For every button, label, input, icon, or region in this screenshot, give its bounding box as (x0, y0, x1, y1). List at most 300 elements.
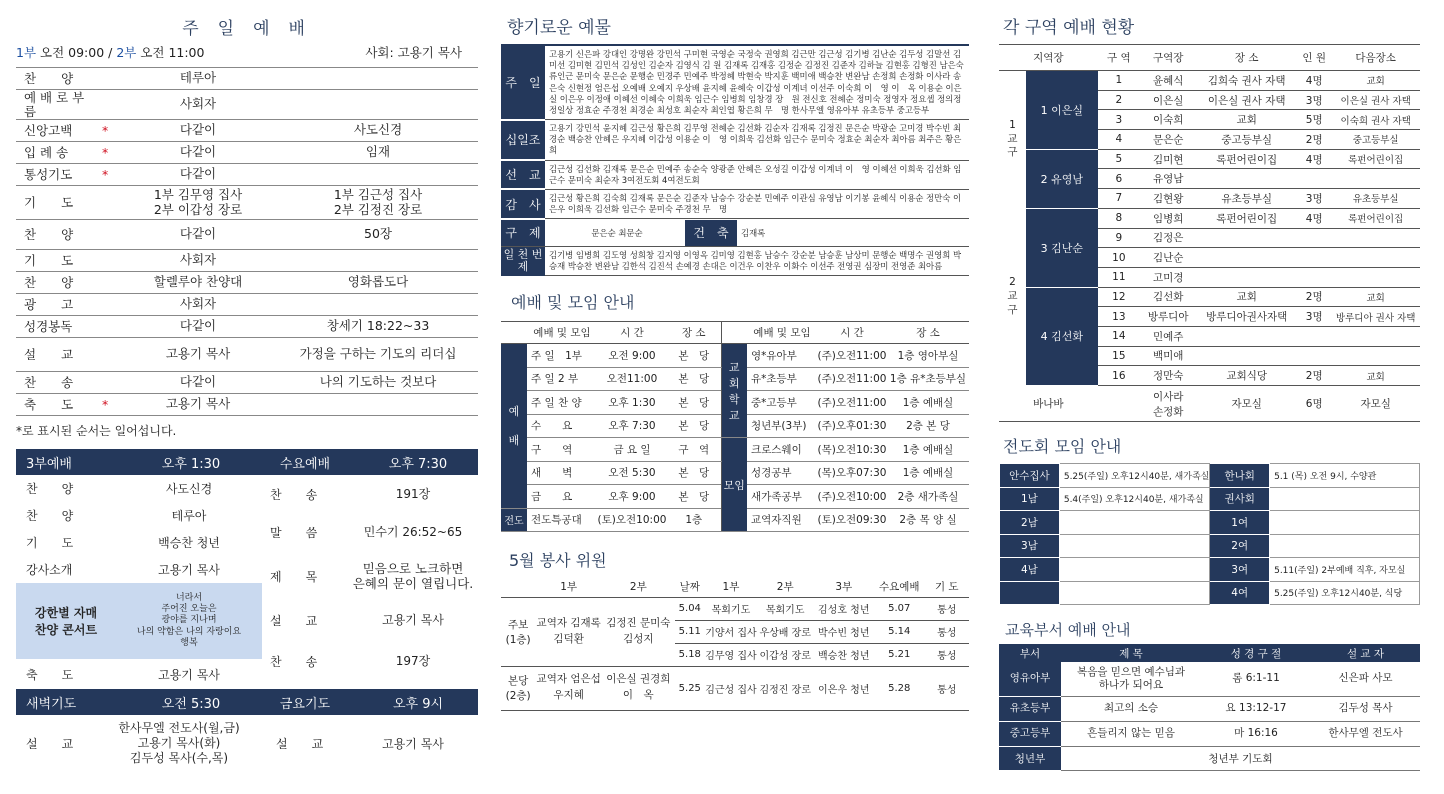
schedule-cell: 1층 (667, 508, 721, 532)
service-cell: 목회기도 (757, 597, 814, 620)
schedule-cell: 크로스웨이 (747, 438, 817, 462)
order-detail: 50장 (364, 226, 392, 242)
offering-names: 김근성 황은희 김숙희 김재록 문은순 김준자 남승수 강순분 민예주 이관심 유영남 이기봉 윤혜식 이용순 정만숙 이은우 이희욱 김선화 임근수 문미숙 주경천 무 명 (545, 189, 969, 218)
friday-sermon-label: 설 교 (276, 736, 324, 751)
district-cell (1297, 267, 1331, 287)
service-cell: 통성 (925, 643, 969, 666)
district-cell: 김정은 (1140, 228, 1196, 248)
order-label: 입 례 송 (24, 144, 69, 160)
education-cell: 최고의 소승 (1061, 696, 1201, 721)
third-row-value: 고용기 목사 (158, 563, 220, 577)
mission-group: 4여 (1210, 581, 1270, 605)
district-cell (1331, 169, 1420, 189)
mission-schedule (1059, 511, 1210, 535)
mission-grid (999, 463, 1420, 605)
order-label: 신앙고백 (24, 122, 73, 138)
district-cell: 김희숙 권사 자택 (1196, 71, 1297, 91)
schedule-cell: 1층 예배실 (887, 391, 969, 415)
mission-table (999, 463, 1420, 605)
service-location: 본당 (2층) (501, 666, 535, 710)
service-cell: 5.28 (874, 666, 924, 710)
concert-box (16, 583, 262, 659)
service-row (501, 597, 969, 620)
education-row (999, 721, 1420, 746)
district-cell: 3 (1098, 110, 1140, 130)
offering-row (501, 189, 969, 218)
district-title: 각 구역 예배 현황 (1003, 18, 1135, 38)
offering-names: 김기병 임병희 김도영 성희창 김지영 이영옥 김미영 김현홍 남승수 강순분 남승훈 남상미 문행순 백명수 권영희 박승재 박승찬 변완남 김한석 김진석 손예경 손대은 이건우 이찬우 이화수 이선주 전영권 심장미 전영준 최아름 (545, 246, 969, 275)
district-header (999, 45, 1420, 71)
third-row (16, 556, 262, 583)
district-cell: 교회 (1331, 71, 1420, 91)
district-cell: 방루디아 권사 자택 (1331, 307, 1420, 327)
mission-schedule: 5.25(주일) 오후12시40분, 식당 (1270, 581, 1420, 605)
schedule-col-header: 장 소 (667, 322, 721, 344)
mission-schedule (1059, 558, 1210, 582)
third-row-value: 사도신경 (165, 482, 213, 496)
standing-mark: * (102, 123, 109, 138)
third-row-label: 기 도 (26, 536, 74, 550)
service-cell: 5.04 (675, 597, 705, 620)
offering-type: 선 교 (501, 160, 545, 189)
district-cell (1297, 346, 1331, 366)
service-col-header: 3부 (813, 577, 874, 597)
district-cell: 김미현 (1140, 149, 1196, 169)
mission-schedule: 5.25(주일) 오후12시40분, 새가족실 (1059, 464, 1210, 488)
schedule-cell: 전도특공대 (527, 508, 597, 532)
schedule-row (501, 344, 969, 368)
district-cell: 이은실 (1140, 90, 1196, 110)
schedule-cell: 오후 9:00 (597, 485, 667, 509)
schedule-row (501, 438, 969, 462)
service-cell: 김정진 장로 (757, 666, 814, 710)
district-cell: 교회 (1331, 366, 1420, 386)
order-row (16, 120, 478, 142)
schedule-cell: 구 역 (527, 438, 597, 462)
barnabas-label: 바나바 (999, 386, 1098, 422)
dawn-preachers: 한사무엘 전도사(월,금) 고용기 목사(화) 김두성 목사(수,목) (118, 720, 240, 765)
mission-group: 3여 (1210, 558, 1270, 582)
offering-names: 고용기 강민석 윤지혜 김근성 황은희 김무영 전혜순 김선화 김순자 김재록 김정진 문은순 박광순 고미경 박수빈 최경순 백승찬 안혜은 우지혜 이갑성 이용순 이 영 이희욱 김선화 임근수 문미숙 정효순 최순자 최아름 최주은 황은희 (545, 120, 969, 161)
mission-group: 3남 (1000, 534, 1060, 558)
order-label: 찬 양 (24, 274, 74, 290)
district-cell: 11 (1098, 267, 1140, 287)
concert-songs: 너라서 주어진 오늘은 광야를 지나며 나의 약함은 나의 자랑이요 행복 (136, 592, 242, 648)
mission-group: 2남 (1000, 511, 1060, 535)
service-second: 김정진 문미숙 김성지 (602, 597, 675, 666)
third-row-value: 백승찬 청년 (158, 536, 220, 550)
schedule-cell: 청년부(3부) (747, 414, 817, 438)
offering-row (501, 246, 969, 275)
third-header (16, 449, 478, 475)
time-part2: 2부 (116, 45, 137, 60)
host-label: 사회: 고용기 목사 (365, 45, 462, 60)
district-col-header: 구역장 (1140, 45, 1196, 71)
schedule-col-header: 시 간 (597, 322, 667, 344)
order-label: 찬 송 (24, 374, 74, 390)
schedule-cell: 금 요 (527, 485, 597, 509)
order-leader: 고용기 목사 (165, 346, 231, 362)
district-cell: 윤혜식 (1140, 71, 1196, 91)
schedule-col-header: 시 간 (817, 322, 887, 344)
mission-title: 전도회 모임 안내 (1003, 437, 1122, 456)
schedule-col-header (721, 322, 747, 344)
order-row (16, 294, 478, 316)
district-row (999, 386, 1420, 422)
education-col-header: 제 목 (1061, 644, 1201, 662)
district-cell: 록펀어린이집 (1331, 149, 1420, 169)
district-cell: 중고등부실 (1196, 130, 1297, 150)
district-cell: 3명 (1297, 189, 1331, 209)
district-cell: 교회 (1196, 110, 1297, 130)
sunday-title: 주 일 예 배 (182, 19, 312, 39)
service-cell: 이은우 청년 (813, 666, 874, 710)
third-row (16, 529, 262, 556)
wed-label: 수요예배 (279, 456, 331, 472)
schedule-cell: 오전11:00 (597, 367, 667, 391)
third-row (16, 475, 262, 502)
education-dept: 청년부 (999, 746, 1061, 770)
service-cell: 박수빈 청년 (813, 620, 874, 643)
district-cell: 김난순 (1140, 248, 1196, 268)
district-cell: 3명 (1297, 307, 1331, 327)
district-cell: 자모실 (1331, 386, 1420, 422)
education-col-header: 설 교 자 (1311, 644, 1420, 662)
district-cell: 2명 (1297, 287, 1331, 307)
district-leader: 4 김선화 (1026, 287, 1098, 385)
mission-schedule: 5.11(주일) 2부예배 직후, 자모실 (1270, 558, 1420, 582)
district-cell: 이사라 손정화 (1140, 386, 1196, 422)
mission-group: 한나회 (1210, 464, 1270, 488)
order-leader: 사회자 (179, 252, 217, 268)
education-table (999, 644, 1420, 771)
service-row (501, 666, 969, 710)
schedule-cell: (주)오전11:00 (817, 344, 887, 368)
district-cell: 중고등부실 (1331, 130, 1420, 150)
mission-group: 2여 (1210, 534, 1270, 558)
district-cell: 정만숙 (1140, 366, 1196, 386)
education-cell: 신은파 사모 (1311, 662, 1420, 696)
order-label: 성경봉독 (24, 318, 73, 334)
standing-mark: * (102, 145, 109, 160)
wed-row-value: 197장 (395, 653, 431, 668)
schedule-col-header: 예배 및 모임 (527, 322, 597, 344)
wed-row-value: 191장 (395, 486, 431, 501)
offering-table (501, 44, 969, 276)
education-header (999, 644, 1420, 662)
third-row-label: 축 도 (26, 667, 74, 682)
wed-row-value: 믿음으로 노크하면 은혜의 문이 열립니다. (352, 561, 474, 591)
mission-schedule: 5.1 (목) 오전 9시, 수양관 (1270, 464, 1420, 488)
schedule-cell: (주)오후01:30 (817, 414, 887, 438)
group-evangelism: 전도 (501, 508, 527, 532)
schedule-cell: 오전 5:30 (597, 461, 667, 485)
dawn-sermon-label: 설 교 (26, 736, 74, 751)
schedule-cell: 오후 1:30 (597, 391, 667, 415)
schedule-header (501, 322, 969, 344)
district-cell: 16 (1098, 366, 1140, 386)
order-leader: 1부 김무영 집사 2부 이갑성 장로 (153, 187, 243, 217)
order-leader: 다같이 (179, 122, 217, 138)
district-cell: 4명 (1297, 149, 1331, 169)
schedule-table (501, 321, 969, 532)
schedule-cell: 본 당 (667, 485, 721, 509)
offering-column (501, 0, 969, 711)
order-label: 찬 양 (24, 70, 74, 86)
district-cell: 9 (1098, 228, 1140, 248)
offering-type: 감 사 (501, 189, 545, 218)
third-row (16, 502, 262, 529)
district-cell (1331, 248, 1420, 268)
order-label: 찬 양 (24, 226, 74, 242)
schedule-cell: 오후 7:30 (597, 414, 667, 438)
mission-row (1000, 581, 1420, 605)
district-cell: 록펀어린이집 (1196, 149, 1297, 169)
district-cell: 8 (1098, 208, 1140, 228)
district-grid (999, 44, 1420, 422)
order-detail: 사도신경 (353, 122, 403, 138)
offering-type: 주 일 (501, 45, 545, 120)
district-cell: 자모실 (1196, 386, 1297, 422)
order-label: 기 도 (24, 194, 74, 210)
wed-row (262, 551, 478, 601)
schedule-cell: 수 요 (527, 414, 597, 438)
district-cell: 유초등부실 (1196, 189, 1297, 209)
education-grid (999, 644, 1420, 771)
dawn-header (16, 689, 478, 715)
third-row-label: 찬 양 (26, 482, 74, 496)
offering-row (501, 160, 969, 189)
wed-row-label: 제 목 (270, 569, 318, 584)
concert-title: 강한별 자매 찬양 콘서트 (34, 606, 98, 637)
sunday-column (16, 0, 478, 771)
wed-row-label: 찬 송 (270, 654, 318, 669)
service-grid (501, 577, 969, 711)
district-cell: 4명 (1297, 208, 1331, 228)
schedule-cell: 1층 영아부실 (887, 344, 969, 368)
offering-type: 십일조 (501, 120, 545, 161)
service-cell: 5.21 (874, 643, 924, 666)
mission-row (1000, 487, 1420, 511)
schedule-cell: 유*초등부 (747, 367, 817, 391)
order-detail: 나의 기도하는 것보다 (319, 374, 437, 390)
district-cell (1297, 169, 1331, 189)
order-row (16, 250, 478, 272)
order-label: 설 교 (24, 346, 74, 362)
service-col-header: 날짜 (675, 577, 705, 597)
order-label: 예 배 로 부 름 (24, 89, 85, 119)
district-cell: 방루디아권사자택 (1196, 307, 1297, 327)
schedule-cell: 금 요 일 (597, 438, 667, 462)
order-row (16, 90, 478, 120)
education-row (999, 696, 1420, 721)
schedule-cell: 오전 9:00 (597, 344, 667, 368)
education-cell: 흔들리지 않는 믿음 (1061, 721, 1201, 746)
district-cell: 12 (1098, 287, 1140, 307)
schedule-cell: (주)오전10:00 (817, 485, 887, 509)
district-cell: 민예주 (1140, 326, 1196, 346)
offering-type: 건 축 (685, 220, 737, 246)
service-cell: 기양서 집사 (705, 620, 757, 643)
service-cell: 5.25 (675, 666, 705, 710)
order-leader: 할렐루야 찬양대 (153, 274, 243, 290)
district-cell (1331, 326, 1420, 346)
schedule-cell: 영*유아부 (747, 344, 817, 368)
district-cell: 6 (1098, 169, 1140, 189)
service-col-header: 1부 (705, 577, 757, 597)
wed-row (262, 601, 478, 639)
order-leader: 테루아 (179, 70, 217, 86)
schedule-col-header (501, 322, 527, 344)
district-cell: 15 (1098, 346, 1140, 366)
schedule-cell: (주)오전11:00 (817, 391, 887, 415)
district-cell: 문은순 (1140, 130, 1196, 150)
service-cell: 5.07 (874, 597, 924, 620)
district-cell (1297, 326, 1331, 346)
order-row (16, 372, 478, 394)
time-part1: 1부 (16, 45, 37, 60)
district-cell: 유영남 (1140, 169, 1196, 189)
education-cell: 김두성 목사 (1311, 696, 1420, 721)
district-cell: 6명 (1297, 386, 1331, 422)
service-cell: 5.11 (675, 620, 705, 643)
service-first: 교역자 김재록 김덕환 (535, 597, 602, 666)
third-label: 3부예배 (26, 456, 72, 472)
friday-time: 오후 9시 (392, 696, 444, 712)
mission-row (1000, 464, 1420, 488)
district-cell: 10 (1098, 248, 1140, 268)
mission-schedule (1270, 511, 1420, 535)
order-detail: 임재 (365, 144, 391, 160)
district-cell (1196, 267, 1297, 287)
schedule-cell: 본 당 (667, 414, 721, 438)
schedule-cell: 본 당 (667, 367, 721, 391)
order-leader: 사회자 (179, 296, 217, 312)
order-leader: 다같이 (179, 226, 217, 242)
order-detail: 가정을 구하는 기도의 리더십 (299, 346, 457, 362)
mission-schedule: 5.4(주일) 오후12시40분, 새가족실 (1059, 487, 1210, 511)
schedule-cell: 구 역 (667, 438, 721, 462)
schedule-col-header: 예배 및 모임 (747, 322, 817, 344)
schedule-cell: 1층 예배실 (887, 438, 969, 462)
offering-names: 김재록 (741, 227, 766, 238)
schedule-cell: 주 일 찬 양 (527, 391, 597, 415)
service-location: 주보 (1층) (501, 597, 535, 666)
order-label: 광 고 (24, 296, 74, 312)
order-row (16, 272, 478, 294)
dawn-body (16, 715, 478, 771)
education-cell: 요 13:12-17 (1201, 696, 1311, 721)
sunday-order-list (16, 67, 478, 416)
dawn-label: 새벽기도 (26, 696, 77, 712)
third-row-value: 고용기 목사 (158, 667, 220, 682)
service-col-header: 기 도 (925, 577, 969, 597)
order-label: 통성기도 (24, 166, 73, 182)
district-cell: 김선화 (1140, 287, 1196, 307)
schedule-cell: (주)오전11:00 (817, 367, 887, 391)
parish-2: 2 교 구 (1007, 276, 1018, 316)
district-row (999, 287, 1420, 307)
order-row (16, 164, 478, 186)
district-cell: 2명 (1297, 130, 1331, 150)
district-cell: 1 (1098, 71, 1140, 91)
order-detail: 창세기 18:22~33 (326, 318, 430, 334)
education-title: 교육부서 예배 안내 (1005, 621, 1131, 639)
district-row (999, 149, 1420, 169)
education-row (999, 662, 1420, 696)
district-cell: 록펀어린이집 (1331, 208, 1420, 228)
parish-1: 1 교 구 (1007, 119, 1018, 159)
service-cell: 김근성 집사 (705, 666, 757, 710)
education-cell: 복음을 믿으면 예수님과 하나가 되어요 (1061, 662, 1201, 696)
order-row (16, 316, 478, 338)
mission-row (1000, 558, 1420, 582)
district-cell: 2 (1098, 90, 1140, 110)
district-cell (1196, 326, 1297, 346)
district-cell: 이숙희 (1140, 110, 1196, 130)
offering-row (501, 45, 969, 120)
district-cell: 2명 (1297, 366, 1331, 386)
education-cell: 청년부 기도회 (1061, 746, 1420, 770)
district-leader: 3 김난순 (1026, 208, 1098, 287)
education-col-header: 성 경 구 절 (1201, 644, 1311, 662)
district-cell: 김현왕 (1140, 189, 1196, 209)
schedule-cell: 본 당 (667, 391, 721, 415)
dawn-time: 오전 5:30 (161, 696, 221, 712)
order-leader: 다같이 (179, 374, 217, 390)
district-cell: 교회 (1331, 287, 1420, 307)
district-cell: 교회식당 (1196, 366, 1297, 386)
district-cell (1297, 248, 1331, 268)
schedule-cell: (토)오전10:00 (597, 508, 667, 532)
district-cell: 이숙희 권사 자택 (1331, 110, 1420, 130)
district-cell: 7 (1098, 189, 1140, 209)
district-leader: 2 유영남 (1026, 149, 1098, 208)
schedule-cell: 본 당 (667, 461, 721, 485)
district-cell: 방루디아 (1140, 307, 1196, 327)
education-dept: 영유아부 (999, 662, 1061, 696)
district-table (999, 44, 1420, 422)
service-cell: 5.18 (675, 643, 705, 666)
district-cell (1196, 169, 1297, 189)
third-wed-body (16, 475, 478, 689)
education-cell: 한사무엘 전도사 (1311, 721, 1420, 746)
third-row-label: 강사소개 (26, 563, 73, 577)
order-row (16, 68, 478, 90)
order-leader: 사회자 (179, 96, 217, 112)
schedule-cell: (토)오전09:30 (817, 508, 887, 532)
service-cell: 우상배 장로 (757, 620, 814, 643)
district-cell (1331, 346, 1420, 366)
mission-row (1000, 511, 1420, 535)
district-cell (1098, 386, 1140, 422)
schedule-cell: 주 일 1부 (527, 344, 597, 368)
service-header (501, 577, 969, 597)
time-text1: 오전 09:00 / (36, 45, 117, 60)
service-cell: 통성 (925, 620, 969, 643)
friday-preacher: 고용기 목사 (382, 736, 444, 751)
order-row (16, 142, 478, 164)
district-cell (1196, 346, 1297, 366)
offering-names: 김근성 김선화 김재록 문은순 민예주 송순숙 양광준 안혜은 오성길 이갑성 이계녀 이 영 이혜선 이희욱 김선화 임근수 문미숙 최순자 3여전도회 4여전도회 (545, 160, 969, 189)
order-row (16, 186, 478, 220)
wed-row-label: 말 씀 (270, 525, 318, 540)
district-cell: 4 (1098, 130, 1140, 150)
district-col-header: 다음장소 (1331, 45, 1420, 71)
service-cell: 통성 (925, 666, 969, 710)
offering-type: 구 제 (501, 220, 545, 246)
education-dept: 중고등부 (999, 721, 1061, 746)
